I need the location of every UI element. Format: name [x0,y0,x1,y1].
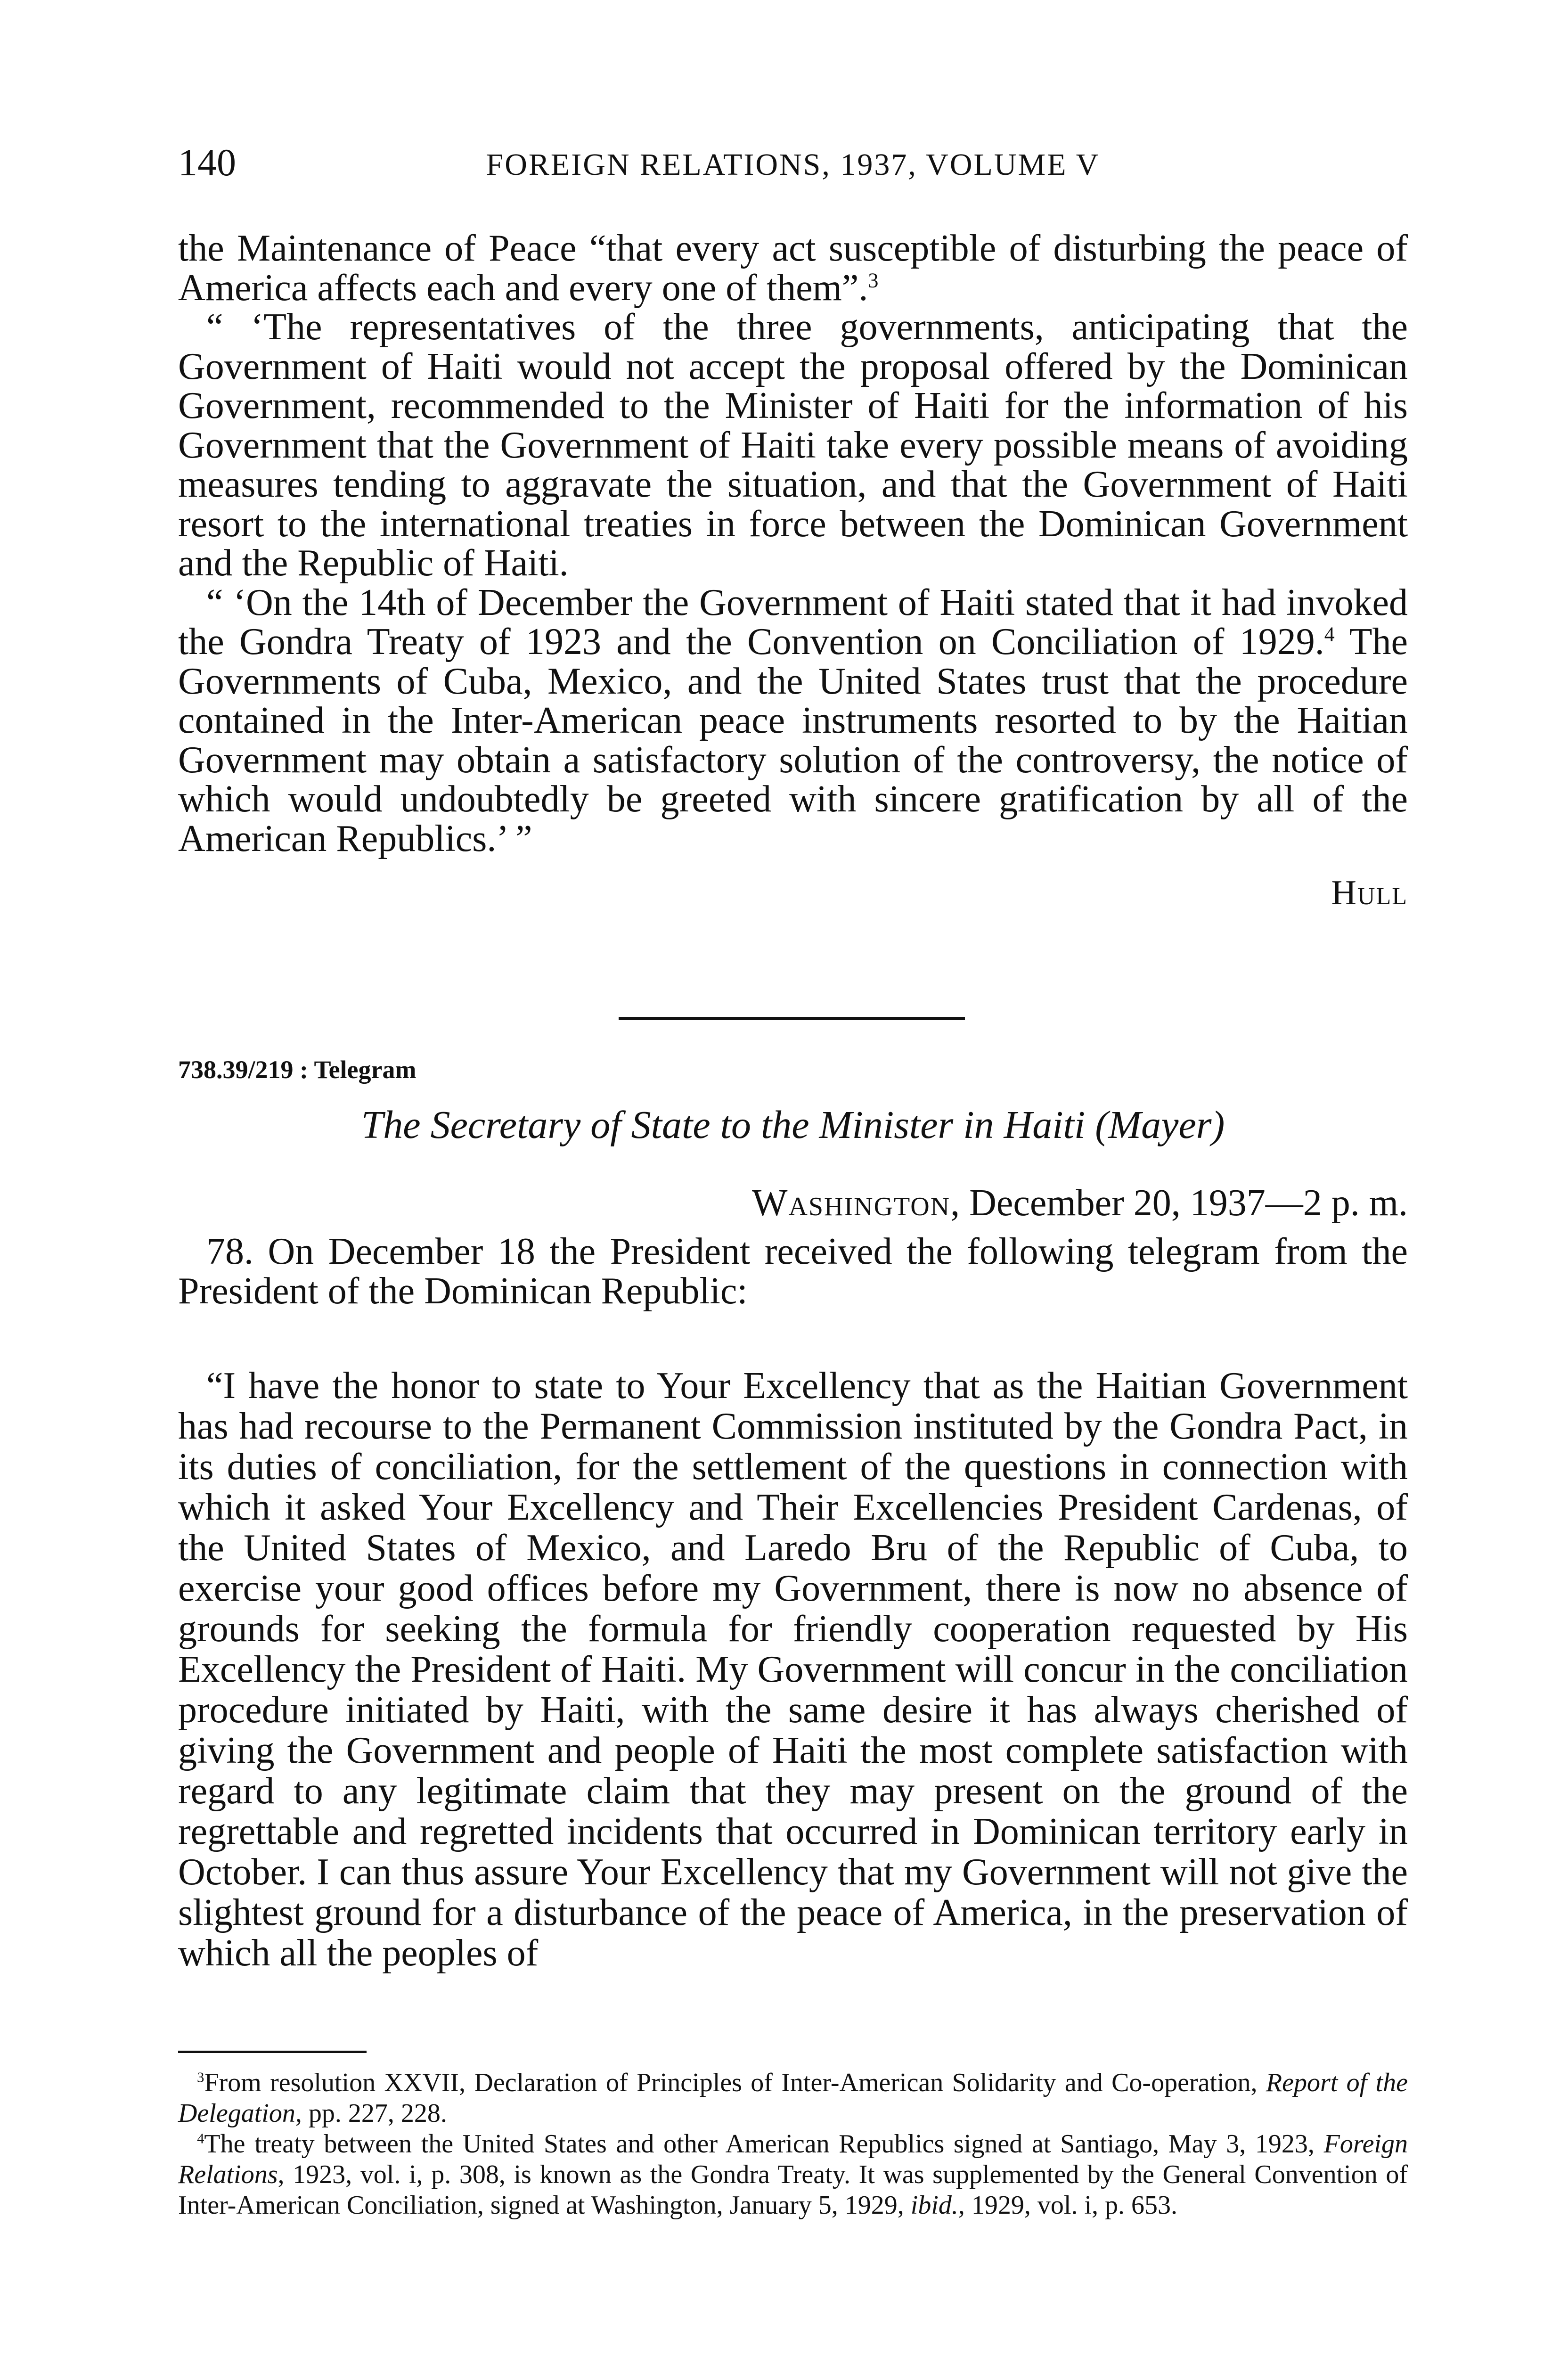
footnote-divider [178,2051,367,2053]
page-number: 140 [178,141,236,184]
paragraph-december-14 [178,583,1408,859]
footnote-4 [178,2129,1408,2221]
telegram-intro [178,1232,1408,1311]
footnote-mark: 4 [197,2130,204,2147]
paragraph-maintenance-of-peace [178,229,1408,308]
paragraph-text-continued: The Governments of Cuba, Mexico, and the United States trust that the procedure contained in the Inter-American peace instruments resorted to by the Haitian Government may obtain a satisfactory solution of the controversy, the notice of which would undoubtedly be greeted with sincere gratification by all of the American Republics.’ ” [178,621,1408,859]
footnote-text: , 1923, vol. i, p. 308, is known as the Gondra Treaty. It was supplemented by the General Convention of Inter-American Conciliation, signed at Washington, January 5, 1929, [178,2160,1408,2220]
footnote-text: From resolution XXVII, Declaration of Principles of Inter-American Solidarity and Co-operation, [204,2068,1266,2097]
footnote-text: , pp. 227, 228. [295,2099,447,2128]
dateline-place: Washington [751,1182,951,1224]
footnote-text: , 1929, vol. i, p. 653. [958,2191,1178,2220]
footnote-title: Foreign Relations [178,2129,1408,2189]
footnote-mark: 3 [197,2069,204,2086]
section-divider [619,1017,965,1020]
footnote-ref-3: 3 [868,268,879,292]
file-code: 738.39/219 : Telegram [178,1055,416,1084]
page-header [178,139,1408,191]
paragraph-text: “ ‘On the 14th of December the Government of Haiti stated that it had invoked the Gondra Treaty of 1923 and the Convention on Conciliation of 1929. [178,581,1408,663]
paragraph-intro: 78. On December 18 the President received the following telegram from the President of the Dominican Republic: [178,1231,1408,1312]
paragraph-text: the Maintenance of Peace “that every act susceptible of disturbing the peace of America affects each and every one of them”. [178,228,1408,309]
footnote-ibid: ibid. [910,2191,958,2220]
running-head: FOREIGN RELATIONS, 1937, VOLUME V [486,147,1100,182]
footnotes [178,2068,1408,2221]
paragraph-quote: “I have the honor to state to Your Excellency that as the Haitian Government has had recourse to the Permanent Commission instituted by the Gondra Pact, in its duties of conciliation, for the settlement of the questions in connection with which it asked Your Excellency and Their Excellencies President Cardenas, of the United States of Mexico, and Laredo Bru of the Republic of Cuba, to exercise your good offices before my Government, there is now no absence of grounds for seeking the formula for friendly cooperation requested by His Excellency the President of Haiti. My Government will concur in the conciliation procedure initiated by Haiti, with the same desire it has always cherished of giving the Government and people of Haiti the most complete satisfaction with regard to any legitimate claim that they may present on the ground of the regrettable and regretted incidents that occurred in Dominican territory early in October. I can thus assure Your Excellency that my Government will not give the slightest ground for a disturbance of the peace of America, in the preservation of which all the peoples of [178,1365,1408,1974]
dateline [178,1182,1408,1224]
dateline-date: , December 20, 1937—2 p. m. [950,1182,1408,1224]
paragraph-representatives: “ ‘The representatives of the three governments, anticipating that the Government of Haiti would not accept the proposal offered by the Dominican Government, recommended to the Minister of Haiti for the information of his Government that the Government of Haiti take every possible means of avoiding measures tending to aggravate the situation, and that the Government of Haiti resort to the international treaties in force between the Dominican Government and the Republic of Haiti. [178,306,1408,584]
quoted-telegram [178,1366,1408,1973]
signature-hull: Hull [1331,874,1408,912]
continued-telegram-text [178,229,1408,914]
footnote-title: Report of the Delegation [178,2068,1408,2128]
footnote-3 [178,2068,1408,2129]
document-heading: The Secretary of State to the Minister in Haiti (Mayer) [361,1103,1225,1147]
footnote-ref-4: 4 [1324,622,1335,646]
footnote-text: The treaty between the United States and other American Republics signed at Santiago, May 3, 1923, [204,2129,1324,2159]
